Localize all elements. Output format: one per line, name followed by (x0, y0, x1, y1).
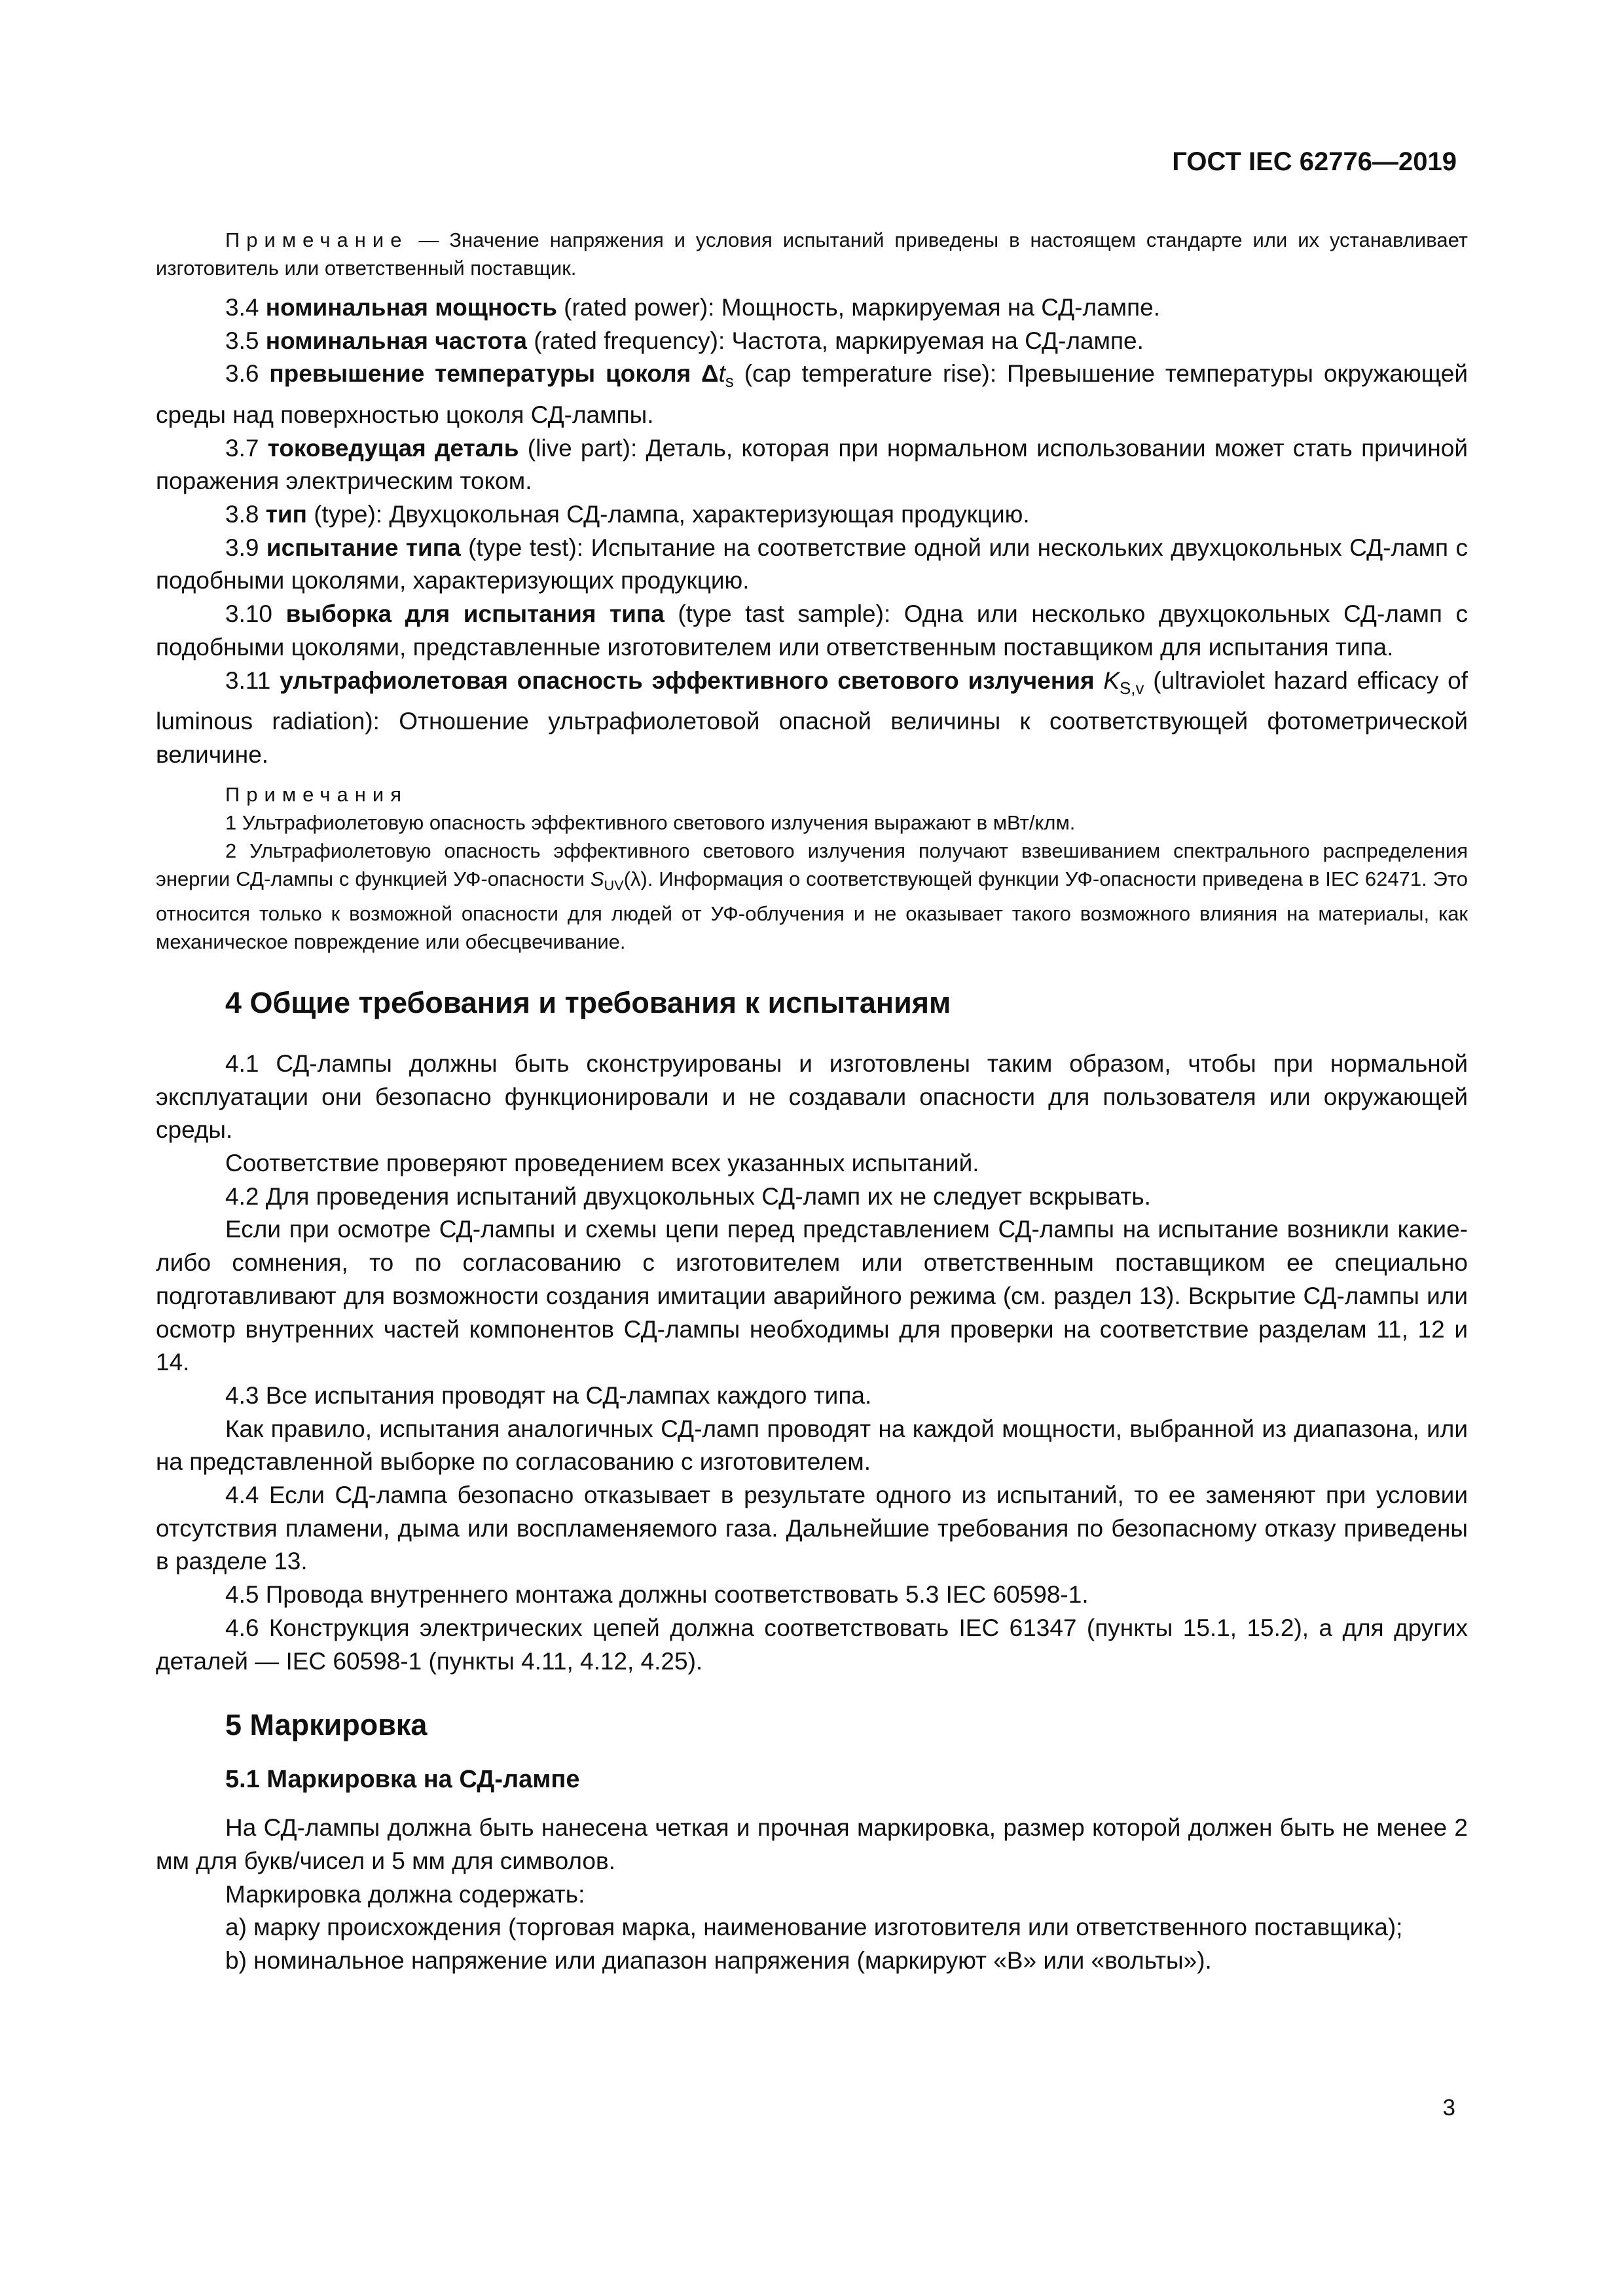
section-4-paragraph: 4.3 Все испытания проводят на СД-лампах каждого типа. (225, 1381, 872, 1409)
definition-text: (type): Двухцокольная СД-лампа, характеризующая продукцию. (306, 500, 1030, 528)
section-5-paragraph: a) марку происхождения (торговая марка, наименование изготовителя или ответственного поставщика); (225, 1914, 1403, 1941)
definition-term: испытание типа (266, 534, 461, 561)
definition-text: (ultraviolet hazard efficacy of luminous radiation): Отношение ультрафиолетовой опасной величины к соответствующей фотометрической величине. (156, 666, 1468, 768)
definition-term: номинальная мощность (265, 294, 557, 321)
definition-number: 3.7 (225, 434, 259, 462)
section-5-paragraph: b) номинальное напряжение или диапазон напряжения (маркируют «В» или «вольты»). (225, 1947, 1212, 1975)
definition-3-4 (156, 291, 1468, 325)
page-number: 3 (1442, 2095, 1455, 2121)
definition-text: (rated power): Мощность, маркируемая на СД-лампе. (556, 294, 1160, 321)
section-4-paragraph: 4.2 Для проведения испытаний двухцокольных СД-ламп их не следует вскрывать. (225, 1182, 1151, 1210)
spacer (156, 1678, 1468, 1705)
section-5-paragraph: На СД-лампы должна быть нанесена четкая и прочная маркировка, размер которой должен быть не менее 2 мм для букв/чисел и 5 мм для символов. (156, 1814, 1468, 1874)
definition-number: 3.8 (225, 500, 259, 528)
definition-text: (live part): Деталь, которая при нормальном использовании может стать причиной поражения электрическим током. (156, 434, 1468, 495)
definition-3-8 (156, 498, 1468, 532)
note-paragraph (156, 226, 1468, 282)
definition-number: 3.10 (225, 600, 273, 628)
subsection-5-1-heading: 5.1 Маркировка на СД-лампе (225, 1766, 580, 1794)
note-variable: S (590, 867, 604, 891)
definition-3-11 (156, 665, 1468, 772)
definition-number: 3.4 (225, 294, 259, 321)
definition-number: 3.6 (225, 360, 259, 388)
definition-number: 3.9 (225, 534, 259, 561)
section-5-heading: 5 Маркировка (225, 1708, 428, 1742)
notes-label: Примечания (225, 783, 408, 807)
definition-term: токоведущая деталь (267, 434, 519, 462)
spacer (156, 1796, 1468, 1812)
definition-text: (cap temperature rise): Превышение температуры окружающей среды над поверхностью цоколя СД-лампы. (156, 360, 1468, 428)
note-item-2-tail: (λ). Информация о соответствующей функции УФ-опасности приведена в IEC 62471. Это относится только к возможной опасности для людей от УФ-облучения и не оказывает такого возможного влияния на материалы, как механическое повреждение или обесцвечивание. (156, 867, 1468, 953)
definition-text: (rated frequency): Частота, маркируемая на СД-лампе. (526, 327, 1144, 354)
section-4-paragraph: Если при осмотре СД-лампы и схемы цепи перед представлением СД-лампы на испытание возникли какие-либо сомнения, то по согласованию с изготовителем или ответственным поставщиком ее специально подготавливают для возможности создания имитации аварийного режима (см. раздел 13). Вскрытие СД-лампы или осмотр внутренних частей компонентов СД-лампы необходимы для проверки на соответствие разделам 11, 12 и 14. (156, 1216, 1468, 1376)
definition-text: (type tast sample): Одна или несколько двухцокольных СД-ламп с подобными цоколями, представленные изготовителем или ответственным поставщиком для испытания типа. (156, 600, 1468, 661)
section-4-paragraph: 4.5 Провода внутреннего монтажа должны соответствовать 5.3 IEC 60598-1. (225, 1581, 1089, 1609)
note-item-2 (156, 837, 1468, 956)
definition-3-9 (156, 532, 1468, 598)
definition-number: 3.5 (225, 327, 259, 354)
spacer (156, 1023, 1468, 1048)
section-4-paragraph: Как правило, испытания аналогичных СД-ламп проводят на каждой мощности, выбранной из диапазона, или на представленной выборке по согласованию с изготовителем. (156, 1415, 1468, 1476)
definition-3-6 (156, 357, 1468, 431)
note-text: — Значение напряжения и условия испытаний приведены в настоящем стандарте или их устанавливает изготовитель или ответственный поставщик. (156, 228, 1468, 280)
note-subscript: UV (604, 877, 624, 894)
page-content (156, 226, 1468, 1978)
note-item-1: 1 Ультрафиолетовую опасность эффективного светового излучения выражают в мВт/клм. (225, 811, 1076, 835)
term-subscript: S,v (1120, 679, 1144, 698)
definition-term: выборка для испытания типа (285, 600, 665, 628)
term-subscript: s (725, 373, 734, 392)
definition-term: номинальная частота (265, 327, 527, 354)
definition-term: превышение температуры цоколя Δ (269, 360, 719, 388)
document-code: ГОСТ IEC 62776—2019 (1172, 147, 1457, 176)
definition-3-10 (156, 598, 1468, 664)
note-label: Примечание (225, 228, 409, 251)
spacer (156, 771, 1468, 780)
definition-3-7 (156, 432, 1468, 498)
spacer (156, 1745, 1468, 1763)
section-4-paragraph: 4.4 Если СД-лампа безопасно отказывает в результате одного из испытаний, то ее заменяют при условии отсутствия пламени, дыма или воспламеняемого газа. Дальнейшие требования по безопасному отказу приведены в разделе 13. (156, 1482, 1468, 1575)
definition-3-5 (156, 325, 1468, 358)
definition-term: тип (265, 500, 307, 528)
section-4-heading: 4 Общие требования и требования к испытаниям (225, 985, 951, 1019)
term-variable: K (1103, 666, 1120, 694)
section-4-paragraph: 4.1 СД-лампы должны быть сконструированы и изготовлены таким образом, чтобы при нормальной эксплуатации они безопасно функционировали и не создавали опасности для пользователя или окружающей среды. (156, 1049, 1468, 1144)
spacer (156, 956, 1468, 983)
note-item-2-text: 2 Ультрафиолетовую опасность эффективного светового излучения получают взвешиванием спектрального распределения энергии СД-лампы с функцией УФ-опасности (156, 839, 1468, 891)
section-5-paragraph: Маркировка должна содержать: (225, 1880, 585, 1908)
section-4-paragraph: 4.6 Конструкция электрических цепей должна соответствовать IEC 61347 (пункты 15.1, 15.2), а для других деталей — IEC 60598-1 (пункты 4.11, 4.12, 4.25). (156, 1614, 1468, 1675)
definition-term: ультрафиолетовая опасность эффективного светового излучения (280, 666, 1104, 694)
definition-text: (type test): Испытание на соответствие одной или нескольких двухцокольных СД-ламп с подобными цоколями, характеризующих продукцию. (156, 534, 1468, 594)
section-4-paragraph: Соответствие проверяют проведением всех указанных испытаний. (225, 1149, 979, 1176)
term-variable: t (718, 360, 725, 388)
definition-number: 3.11 (225, 666, 271, 694)
